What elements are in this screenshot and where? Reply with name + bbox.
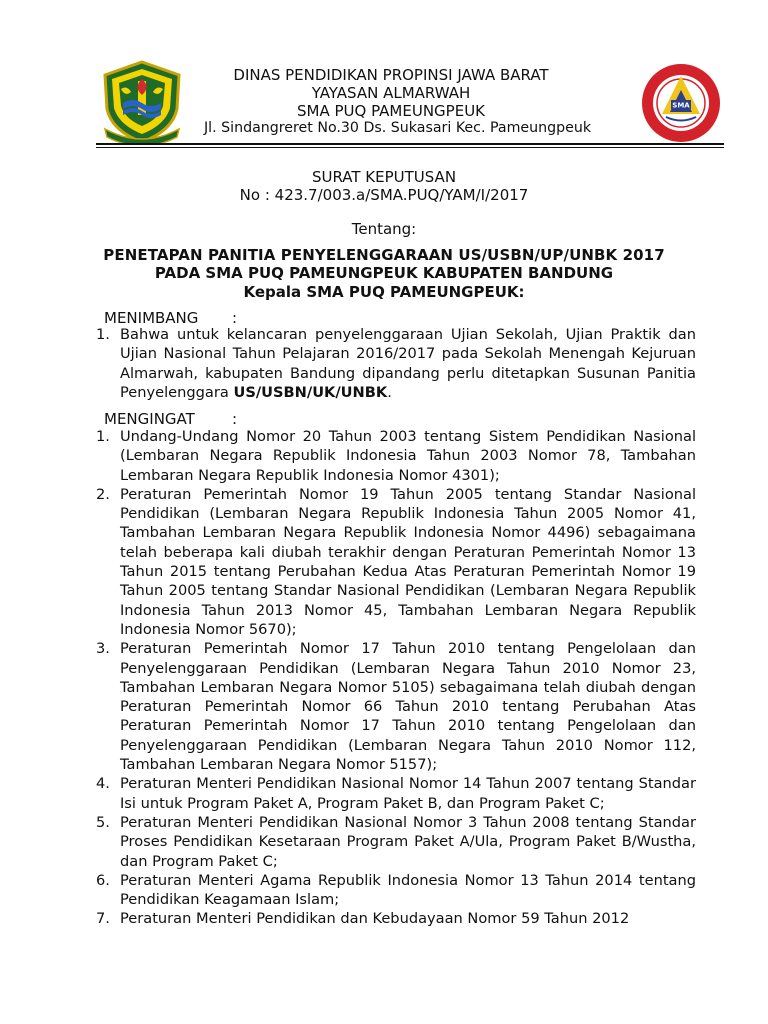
list-item: [96, 774, 696, 813]
list-item-number: 4.: [96, 775, 110, 793]
list-item-number: 5.: [96, 813, 110, 831]
menimbang-colon: :: [232, 309, 238, 327]
list-item-number: 3.: [96, 640, 110, 658]
list-item-number: 7.: [96, 910, 110, 928]
decree-heading-line3: Kepala SMA PUQ PAMEUNGPEUK:: [243, 283, 525, 301]
list-item-text: Peraturan Pemerintah Nomor 17 Tahun 2010 tentang Pengelolaan dan Penyelenggaraan Pendidikan (Lembaran Negara Tahun 2010 Nomor 23, Tambahan Lembaran Negara Nomor 5105) sebagaimana telah diubah dengan Peraturan Pemerintah Nomor 66 Tahun 2010 tentang Perubahan Atas Peraturan Pemerintah Nomor 17 Tahun 2010 tentang Pengelolaan dan Penyelenggaraan Pendidikan (Lembaran Negara Tahun 2010 Nomor 112, Tambahan Lembaran Negara Nomor 5157);: [120, 640, 696, 774]
header-address: Jl. Sindangreret No.30 Ds. Sukasari Kec. Pameungpeuk: [204, 120, 592, 136]
list-item: [96, 871, 696, 910]
list-item: [96, 485, 696, 639]
mengingat-colon: :: [232, 410, 238, 428]
list-item-text: Peraturan Pemerintah Nomor 19 Tahun 2005 tentang Standar Nasional Pendidikan (Lembaran Negara Republik Indonesia Tahun 2005 Nomor 41, Tambahan Lembaran Negara Republik Indonesia Nomor 4496) sebagaimana telah beberapa kali diubah terakhir dengan Peraturan Pemerintah Nomor 13 Tahun 2015 tentang Perubahan Kedua Atas Peraturan Pemerintah Nomor 19 Tahun 2005 tentang Standar Nasional Pendidikan (Lembaran Negara Republik Indonesia Tahun 2013 Nomor 45, Tambahan Lembaran Negara Republik Indonesia Nomor 5670);: [120, 485, 696, 638]
svg-text:SMA: SMA: [672, 101, 690, 110]
jawa-barat-emblem-icon: [99, 59, 185, 145]
menimbang-list: [96, 325, 696, 402]
list-item-text: Peraturan Menteri Pendidikan Nasional Nomor 14 Tahun 2007 tentang Standar Isi untuk Program Paket A, Program Paket B, dan Program Paket C;: [120, 775, 696, 812]
list-item: [96, 909, 696, 928]
decree-heading-line1: PENETAPAN PANITIA PENYELENGGARAAN US/USBN/UP/UNBK 2017: [103, 246, 665, 264]
list-item: [96, 427, 696, 485]
list-item-text: Undang-Undang Nomor 20 Tahun 2003 tentang Sistem Pendidikan Nasional (Lembaran Negara Republik Indonesia Tahun 2003 Nomor 78, Tambahan Lembaran Negara Republik Indonesia Nomor 4301);: [120, 428, 696, 484]
list-item-number: 1.: [96, 326, 110, 343]
list-item-number: 1.: [96, 428, 110, 445]
header-line-agency: DINAS PENDIDIKAN PROPINSI JAWA BARAT: [233, 66, 549, 84]
list-item-emphasis: US/USBN/UK/UNBK: [233, 383, 388, 401]
menimbang-label-text: MENIMBANG: [104, 309, 199, 327]
list-item: [96, 813, 696, 871]
header-divider: [96, 143, 724, 145]
list-item-text: Bahwa untuk kelancaran penyelenggaraan Ujian Sekolah, Ujian Praktik dan Ujian Nasional Tahun Pelajaran 2016/2017 pada Sekolah Menengah Kejuruan Almarwah, kabupaten Bandung dipandang perlu ditetapkan Susunan Panitia Penyelenggara: [120, 326, 696, 401]
header-line-foundation: YAYASAN ALMARWAH: [311, 84, 471, 102]
list-item-number: 6.: [96, 871, 110, 889]
list-item-text: Peraturan Menteri Pendidikan dan Kebudayaan Nomor 59 Tahun 2012: [120, 910, 630, 928]
header-line-school: SMA PUQ PAMEUNGPEUK: [296, 102, 486, 120]
header-divider-thin: [96, 147, 724, 148]
list-item: [96, 639, 696, 774]
list-item: [96, 325, 696, 402]
list-item-text: Peraturan Menteri Pendidikan Nasional Nomor 3 Tahun 2008 tentang Standar Proses Pendidikan Kesetaraan Program Paket A/Ula, Program Paket B/Wustha, dan Program Paket C;: [120, 813, 696, 870]
decree-number: No : 423.7/003.a/SMA.PUQ/YAM/I/2017: [239, 186, 529, 204]
decree-title: SURAT KEPUTUSAN: [311, 168, 457, 186]
yayasan-almarwah-logo-icon: [640, 62, 722, 144]
list-item-tail: .: [387, 383, 392, 401]
list-item-text: Peraturan Menteri Agama Republik Indonesia Nomor 13 Tahun 2014 tentang Pendidikan Keagamaan Islam;: [120, 871, 696, 909]
decree-heading-line2: PADA SMA PUQ PAMEUNGPEUK KABUPATEN BANDUNG: [154, 264, 614, 282]
institution-header: [196, 66, 586, 120]
mengingat-list: [96, 427, 696, 929]
section-mengingat-label: [104, 410, 238, 428]
mengingat-label-text: MENGINGAT: [104, 410, 195, 428]
decree-subject-label: Tentang:: [351, 220, 417, 238]
list-item-number: 2.: [96, 485, 110, 503]
